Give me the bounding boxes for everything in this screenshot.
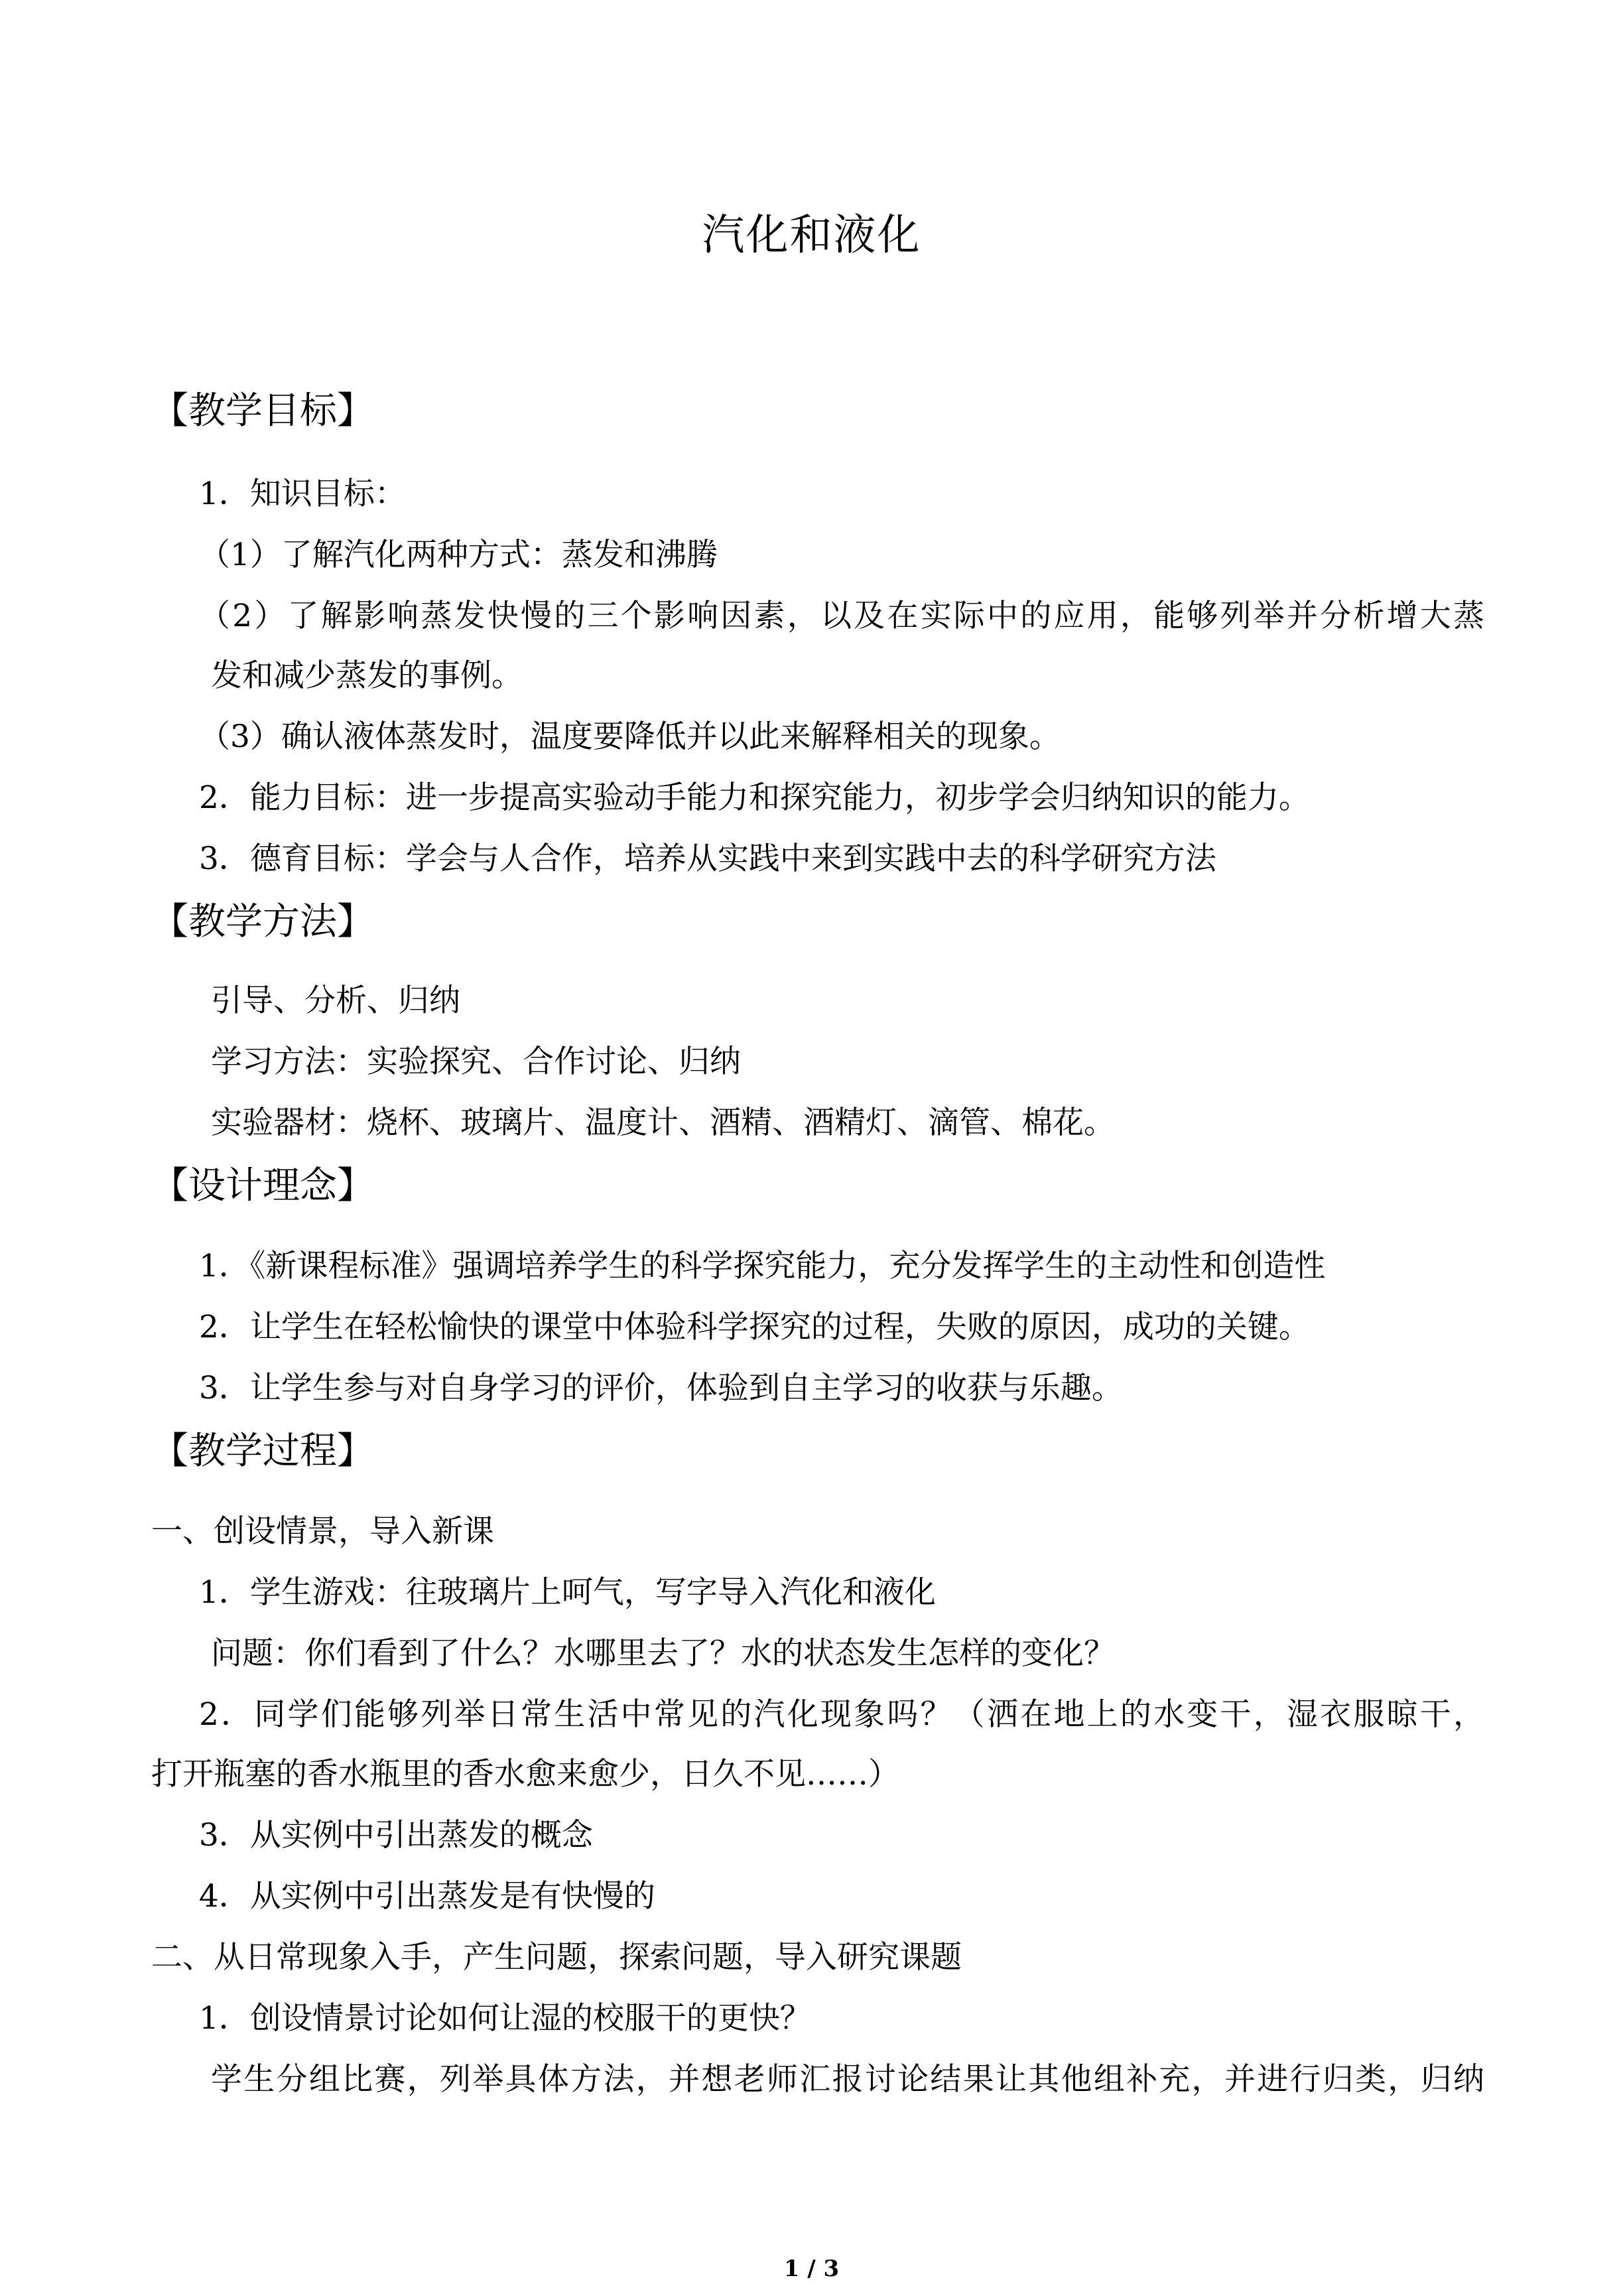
objective-line: （3）确认液体蒸发时，温度要降低并以此来解释相关的现象。 bbox=[199, 718, 1061, 755]
objective-line: 1．知识目标： bbox=[199, 476, 406, 512]
document-title: 汽化和液化 bbox=[702, 211, 921, 260]
concept-line: 3．让学生参与对自身学习的评价，体验到自主学习的收获与乐趣。 bbox=[199, 1370, 1123, 1406]
objective-line: （1）了解汽化两种方式：蒸发和沸腾 bbox=[199, 537, 718, 573]
objective-line: 发和减少蒸发的事例。 bbox=[211, 657, 523, 694]
objective-line: 3．德育目标：学会与人合作，培养从实践中来到实践中去的科学研究方法 bbox=[199, 841, 1216, 877]
process-line: 1．学生游戏：往玻璃片上呵气，写字导入汽化和液化 bbox=[199, 1574, 936, 1611]
process-line: 打开瓶塞的香水瓶里的香水愈来愈少，日久不见……） bbox=[151, 1756, 899, 1792]
process-line: 4．从实例中引出蒸发是有快慢的 bbox=[199, 1878, 655, 1915]
process-line: 3．从实例中引出蒸发的概念 bbox=[199, 1817, 593, 1854]
method-line: 学习方法：实验探究、合作讨论、归纳 bbox=[211, 1044, 741, 1080]
concept-line: 1．《新课程标准》强调培养学生的科学探究能力，充分发挥学生的主动性和创造性 bbox=[199, 1248, 1326, 1284]
method-line: 引导、分析、归纳 bbox=[211, 982, 460, 1019]
section-heading-objectives: 【教学目标】 bbox=[151, 389, 374, 433]
process-line: 二、从日常现象入手，产生问题，探索问题，导入研究课题 bbox=[151, 1939, 962, 1976]
section-heading-process: 【教学过程】 bbox=[151, 1430, 374, 1473]
process-line: 问题：你们看到了什么？水哪里去了？水的状态发生怎样的变化？ bbox=[211, 1635, 1115, 1672]
process-line: 2．同学们能够列举日常生活中常见的汽化现象吗？（洒在地上的水变干，湿衣服晾干， bbox=[199, 1696, 1484, 1733]
objective-line: （2）了解影响蒸发快慢的三个影响因素，以及在实际中的应用，能够列举并分析增大蒸 bbox=[199, 598, 1484, 634]
concept-line: 2．让学生在轻松愉快的课堂中体验科学探究的过程，失败的原因，成功的关键。 bbox=[199, 1309, 1310, 1345]
process-line: 一、创设情景，导入新课 bbox=[151, 1513, 494, 1550]
process-line: 学生分组比赛，列举具体方法，并想老师汇报讨论结果让其他组补充，并进行归类，归纳 bbox=[211, 2061, 1484, 2098]
section-heading-concept: 【设计理念】 bbox=[151, 1164, 374, 1207]
method-line: 实验器材：烧杯、玻璃片、温度计、酒精、酒精灯、滴管、棉花。 bbox=[211, 1105, 1115, 1141]
section-heading-methods: 【教学方法】 bbox=[151, 900, 374, 943]
page-number: 1 / 3 bbox=[783, 2256, 840, 2282]
process-line: 1．创设情景讨论如何让湿的校服干的更快？ bbox=[199, 2000, 811, 2037]
objective-line: 2．能力目标：进一步提高实验动手能力和探究能力，初步学会归纳知识的能力。 bbox=[199, 779, 1310, 816]
